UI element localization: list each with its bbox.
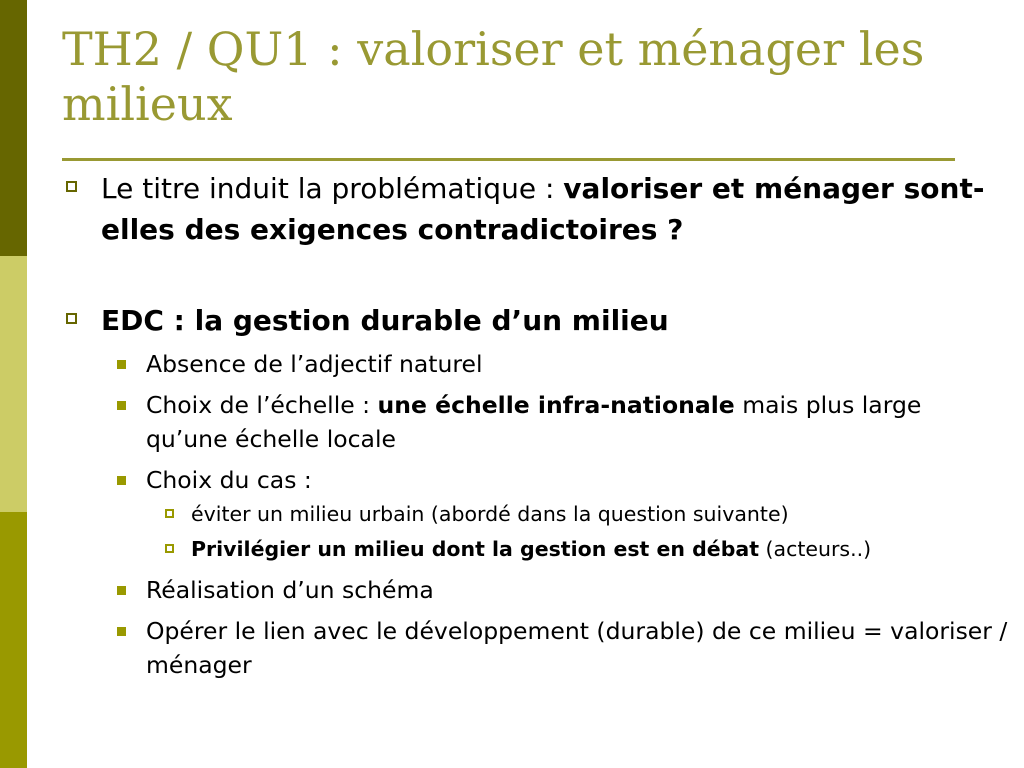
bullet-edc	[60, 300, 1010, 341]
title-line-2: milieux	[62, 77, 233, 131]
slide-content	[60, 168, 1010, 682]
filled-square-bullet-icon	[117, 586, 126, 595]
subbullet-adjectif	[60, 347, 1010, 381]
title-divider	[62, 158, 955, 161]
title-line-1: TH2 / QU1 : valoriser et ménager les	[62, 22, 925, 76]
decor-bar-middle	[0, 256, 27, 512]
slide-title	[62, 22, 962, 132]
subbullet-text-bold: une échelle infra-nationale	[377, 391, 735, 419]
subbullet-schema	[60, 573, 1010, 607]
subsubbullet-urbain	[60, 497, 1010, 531]
bullet-problematique	[60, 168, 1010, 250]
subbullet-text: Opérer le lien avec le développement (durable) de ce milieu = valoriser / ménager	[146, 617, 1008, 679]
hollow-square-bullet-icon	[66, 181, 77, 192]
subbullet-echelle	[60, 388, 1010, 456]
subsubbullet-debat	[60, 532, 1010, 566]
subbullet-text: Absence de l’adjectif naturel	[146, 350, 483, 378]
subbullet-text: Choix de l’échelle :	[146, 391, 378, 419]
filled-square-bullet-icon	[117, 476, 126, 485]
subbullet-lien	[60, 614, 1010, 682]
decor-bar-bottom	[0, 512, 27, 768]
hollow-square-bullet-icon	[165, 544, 174, 553]
subbullet-text: Réalisation d’un schéma	[146, 576, 434, 604]
subsubbullet-text-after: (acteurs..)	[759, 537, 872, 561]
bullet-text-bold: EDC : la gestion durable d’un milieu	[101, 304, 669, 337]
bullet-text-bold: valoriser et ménager sont-elles des exigences contradictoires ?	[101, 172, 985, 246]
subbullet-cas	[60, 463, 1010, 497]
subsubbullet-text-bold: Privilégier un milieu dont la gestion est en débat	[191, 537, 760, 561]
bullet-text: Le titre induit la problématique :	[101, 172, 564, 205]
subsubbullet-text: éviter un milieu urbain (abordé dans la question suivante)	[191, 502, 789, 526]
hollow-square-bullet-icon	[66, 313, 77, 324]
decor-bar-top	[0, 0, 27, 256]
hollow-square-bullet-icon	[165, 509, 174, 518]
subbullet-text: Choix du cas :	[146, 466, 312, 494]
subbullet-text-after: mais plus large qu’une échelle locale	[146, 391, 922, 453]
filled-square-bullet-icon	[117, 627, 126, 636]
filled-square-bullet-icon	[117, 401, 126, 410]
filled-square-bullet-icon	[117, 360, 126, 369]
